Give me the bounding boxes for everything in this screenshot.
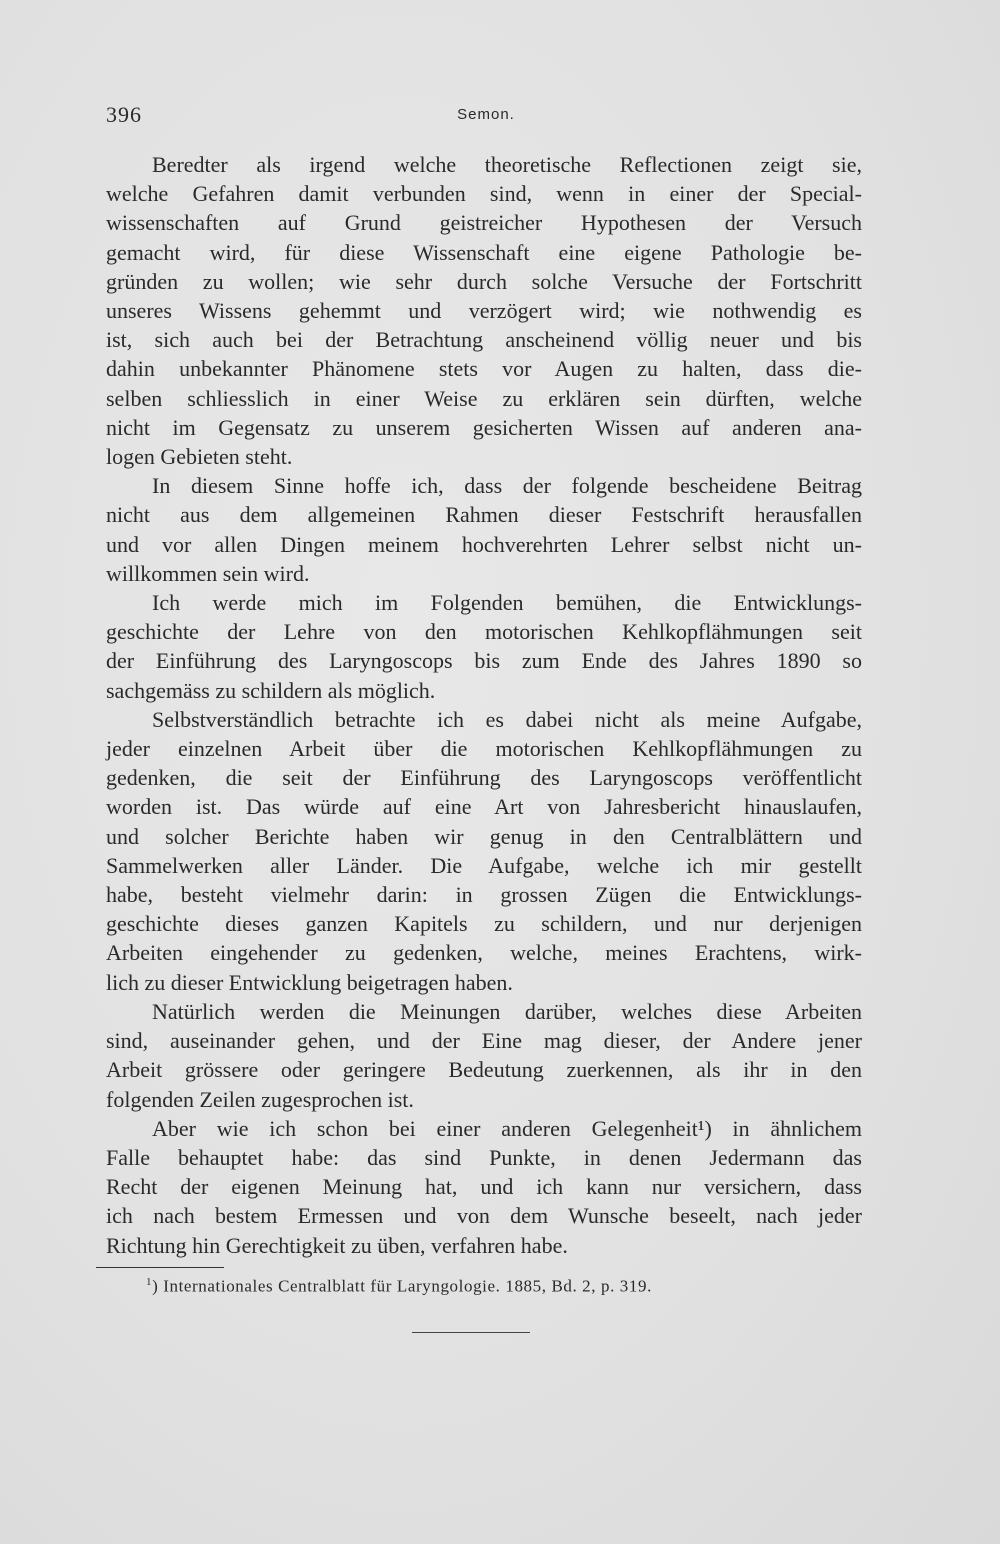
- text-line: der Einführung des Laryngoscops bis zum Ende des Jahres 1890 so: [106, 648, 862, 674]
- text-line: und solcher Berichte haben wir genug in den Centralblättern und: [106, 823, 862, 849]
- paragraph: [106, 997, 862, 1114]
- text-line: geschichte dieses ganzen Kapitels zu schildern, und nur derjenigen: [106, 911, 862, 937]
- text-line: sachgemäss zu schildern als möglich.: [106, 677, 436, 703]
- text-line: wissenschaften auf Grund geistreicher Hypothesen der Versuch: [106, 210, 862, 236]
- page-header: [106, 102, 866, 132]
- text-line: Beredter als irgend welche theoretische Reflectionen zeigt sie,: [152, 152, 862, 177]
- text-line: lich zu dieser Entwicklung beigetragen haben.: [106, 969, 513, 995]
- footnote: [146, 1276, 652, 1297]
- footnote-rule: [96, 1267, 224, 1268]
- text-line: gemacht wird, für diese Wissenschaft eine eigene Pathologie be-: [106, 239, 862, 265]
- text-line: gründen zu wollen; wie sehr durch solche Versuche der Fortschritt: [106, 268, 862, 294]
- text-line: jeder einzelnen Arbeit über die motorischen Kehlkopflähmungen zu: [106, 736, 862, 762]
- text-line: Ich werde mich im Folgenden bemühen, die Entwicklungs-: [152, 590, 862, 616]
- text-line: habe, besteht vielmehr darin: in grossen Zügen die Entwicklungs-: [106, 882, 862, 908]
- text-line: geschichte der Lehre von den motorischen Kehlkopflähmungen seit: [106, 619, 862, 645]
- text-line: Falle behauptet habe: das sind Punkte, in denen Jedermann das: [106, 1144, 862, 1170]
- text-line: Richtung hin Gerechtigkeit zu üben, verfahren habe.: [106, 1232, 568, 1258]
- text-line: und vor allen Dingen meinem hochverehrten Lehrer selbst nicht un-: [106, 531, 862, 557]
- text-line: willkommen sein wird.: [106, 560, 310, 586]
- text-line: worden ist. Das würde auf eine Art von Jahresbericht hinauslaufen,: [106, 794, 862, 820]
- text-line: logen Gebieten steht.: [106, 444, 293, 470]
- text-line: Aber wie ich schon bei einer anderen Gelegenheit¹) in ähnlichem: [152, 1115, 862, 1141]
- paragraph: [106, 705, 862, 997]
- text-line: nicht aus dem allgemeinen Rahmen dieser Festschrift herausfallen: [106, 502, 862, 528]
- text-line: Arbeit grössere oder geringere Bedeutung zuerkennen, als ihr in den: [106, 1057, 862, 1083]
- running-head: Semon.: [457, 106, 515, 123]
- text-line: ich nach bestem Ermessen und von dem Wunsche beseelt, nach jeder: [106, 1203, 862, 1229]
- text-line: sind, auseinander gehen, und der Eine mag dieser, der Andere jener: [106, 1028, 862, 1054]
- paragraph: [106, 588, 862, 705]
- paragraph: [106, 471, 862, 588]
- text-line: welche Gefahren damit verbunden sind, wenn in einer der Special-: [106, 181, 862, 207]
- text-line: nicht im Gegensatz zu unserem gesicherten Wissen auf anderen ana-: [106, 414, 862, 440]
- text-line: Arbeiten eingehender zu gedenken, welche, meines Erachtens, wirk-: [106, 940, 862, 966]
- end-rule: [412, 1332, 530, 1333]
- page-number: 396: [106, 102, 142, 127]
- text-line: dahin unbekannter Phänomene stets vor Augen zu halten, dass die-: [106, 356, 862, 382]
- body-text: [106, 150, 862, 1260]
- text-line: unseres Wissens gehemmt und verzögert wird; wie nothwendig es: [106, 298, 862, 324]
- text-line: selben schliesslich in einer Weise zu erklären sein dürften, welche: [106, 385, 862, 411]
- text-line: Selbstverständlich betrachte ich es dabei nicht als meine Aufgabe,: [152, 706, 862, 732]
- text-line: In diesem Sinne hoffe ich, dass der folgende bescheidene Beitrag: [152, 473, 862, 499]
- text-line: folgenden Zeilen zugesprochen ist.: [106, 1086, 414, 1112]
- text-line: gedenken, die seit der Einführung des Laryngoscops veröffentlicht: [106, 765, 862, 791]
- text-line: Natürlich werden die Meinungen darüber, welches diese Arbeiten: [152, 998, 862, 1024]
- paragraph: [106, 1114, 862, 1260]
- text-line: Recht der eigenen Meinung hat, und ich kann nur versichern, dass: [106, 1174, 862, 1200]
- text-line: Sammelwerken aller Länder. Die Aufgabe, welche ich mir gestellt: [106, 852, 862, 878]
- footnote-text: ) Internationales Centralblatt für Laryngologie. 1885, Bd. 2, p. 319.: [152, 1276, 652, 1296]
- footnote-marker: 1: [146, 1276, 153, 1288]
- paragraph: [106, 150, 862, 471]
- text-line: ist, sich auch bei der Betrachtung anscheinend völlig neuer und bis: [106, 327, 862, 353]
